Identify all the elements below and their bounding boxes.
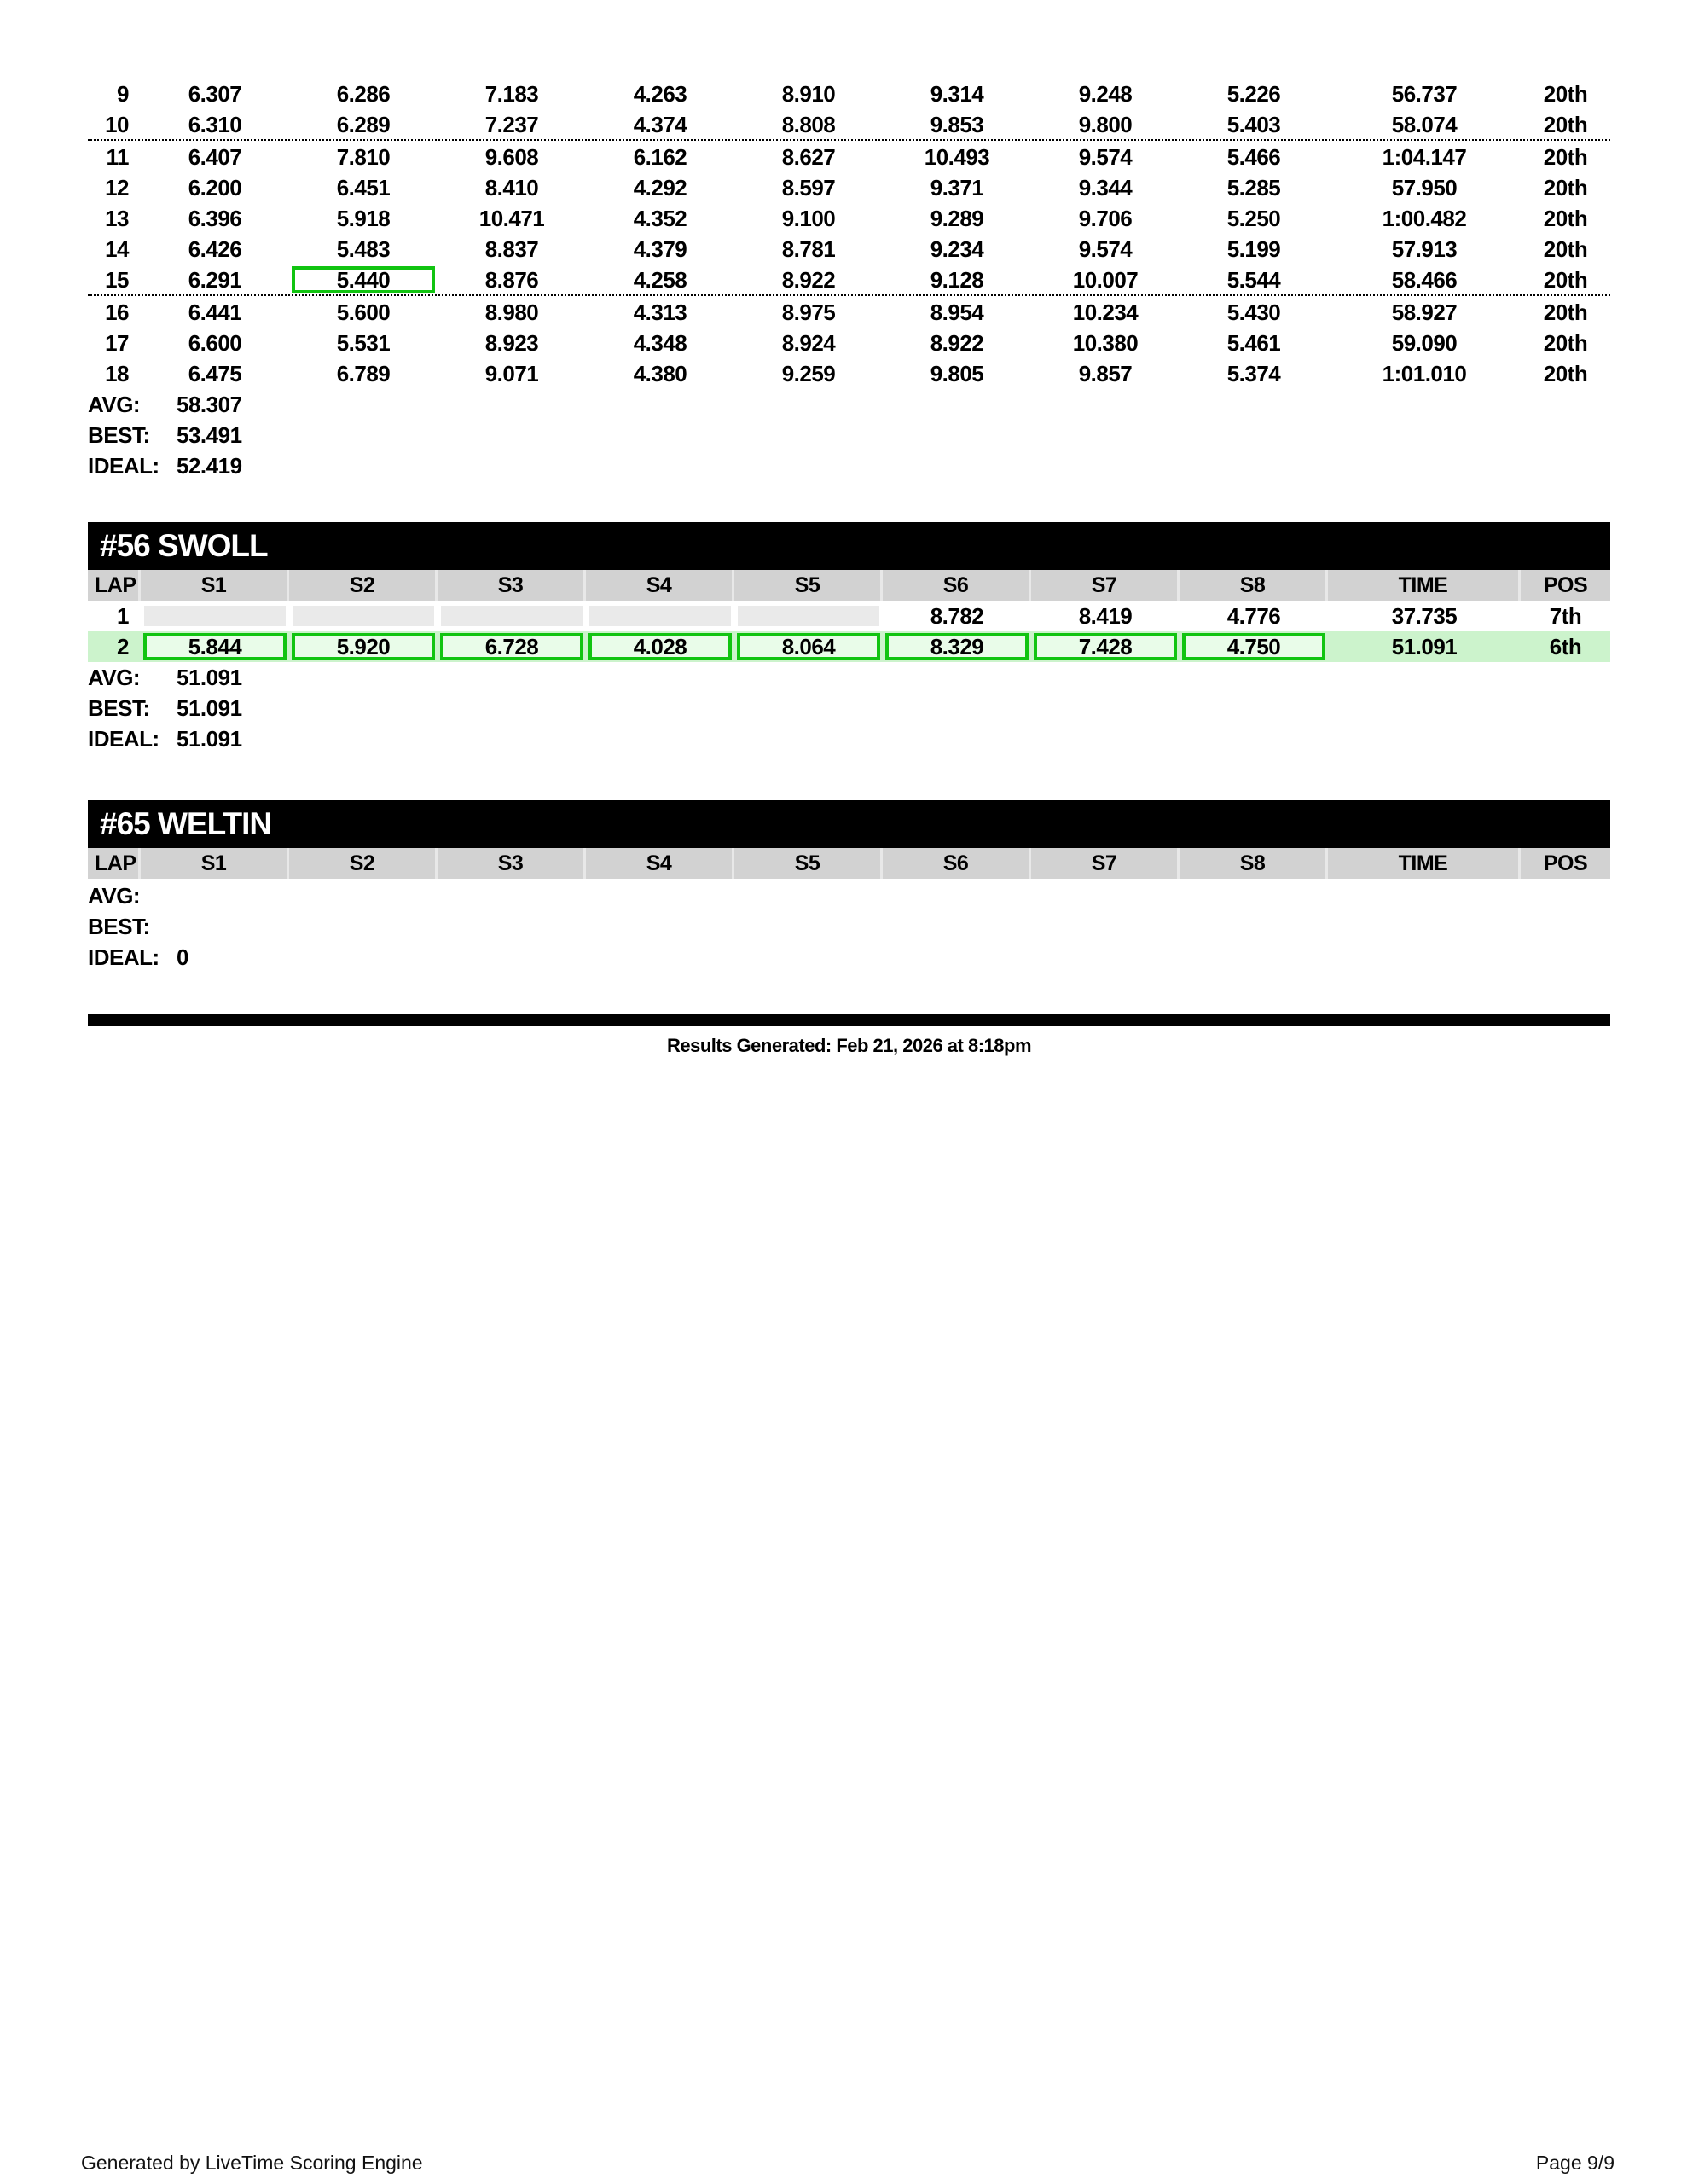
sector-cell-s1: [141, 601, 289, 631]
sector-cell-s2: 7.810: [336, 144, 391, 170]
sector-cell-s1: 6.291: [188, 267, 242, 293]
position-cell: 20th: [1543, 267, 1588, 293]
sector-cell-s2: 5.483: [336, 236, 391, 262]
lap-number-cell: 15: [105, 267, 129, 293]
lap-number-cell: 18: [105, 361, 129, 386]
sector-cell-s8: 5.226: [1226, 81, 1281, 107]
avg-label: AVG:: [88, 391, 141, 417]
sector-cell-s8: 4.750: [1180, 631, 1328, 662]
sector-cell-s3: 8.876: [484, 267, 539, 293]
column-header-s3: S3: [438, 848, 586, 879]
sector-cell-s2: 6.789: [336, 361, 391, 386]
column-header-s6: S6: [883, 570, 1031, 601]
sector-cell-s6: 8.954: [930, 299, 984, 325]
sector-cell-s3: 10.471: [478, 206, 545, 231]
position-cell: 20th: [1543, 175, 1588, 200]
sector-cell-s5: 8.975: [781, 299, 836, 325]
sector-cell-s8: 5.544: [1226, 267, 1281, 293]
sector-cell-s4: [586, 601, 734, 631]
sector-cell-s6: 9.128: [930, 267, 984, 293]
lap-rows: [88, 78, 1610, 389]
best-label: BEST:: [88, 913, 150, 939]
sector-cell-s3: 9.608: [484, 144, 539, 170]
sector-cell-s7: 10.380: [1072, 330, 1139, 356]
section-title-bar: [88, 522, 1610, 570]
lap-row-16: [88, 297, 1610, 328]
sector-cell-s4: 4.263: [633, 81, 687, 107]
sector-cell-s4: 4.380: [633, 361, 687, 386]
sector-cell-s5: 9.259: [781, 361, 836, 386]
section-title: #65 WELTIN: [100, 806, 272, 841]
summary-block: [88, 880, 1610, 973]
sector-cell-s2: 5.920: [289, 631, 438, 662]
sector-cell-s7: 9.344: [1078, 175, 1133, 200]
sector-cell-s7: 9.574: [1078, 236, 1133, 262]
sector-cell-s1: 6.475: [188, 361, 242, 386]
sector-cell-s5: 8.924: [781, 330, 836, 356]
lap-rows: [88, 601, 1610, 662]
column-header-row: [88, 848, 1610, 879]
lap-time-cell: 58.074: [1391, 112, 1458, 137]
footer-generator-credit: Generated by LiveTime Scoring Engine: [81, 2152, 423, 2174]
best-summary-row: [88, 911, 1610, 942]
column-header-s8: S8: [1180, 848, 1328, 879]
sector-cell-s7: 9.857: [1078, 361, 1133, 386]
position-cell: 20th: [1543, 112, 1588, 137]
sector-cell-s5: 8.781: [781, 236, 836, 262]
column-header-s2: S2: [289, 570, 438, 601]
sector-cell-s5: 8.922: [781, 267, 836, 293]
sector-cell-s6: 9.234: [930, 236, 984, 262]
sector-cell-s5: 8.808: [781, 112, 836, 137]
best-label: BEST:: [88, 421, 150, 448]
lap-row-15: [88, 264, 1610, 295]
lap-time-cell: 37.735: [1391, 603, 1458, 629]
column-header-time: TIME: [1328, 848, 1521, 879]
avg-summary-row: [88, 389, 1610, 420]
best-value: 51.091: [177, 694, 242, 721]
sector-cell-s7: 10.007: [1072, 267, 1139, 293]
end-of-results-divider: [88, 1014, 1610, 1026]
sector-cell-s6: 8.922: [930, 330, 984, 356]
avg-summary-row: [88, 662, 1610, 693]
sector-cell-s8: 5.199: [1226, 236, 1281, 262]
sector-cell-s4: 4.352: [633, 206, 687, 231]
sector-cell-s3: 9.071: [484, 361, 539, 386]
ideal-label: IDEAL:: [88, 944, 159, 970]
sector-cell-s7: 7.428: [1031, 631, 1180, 662]
sector-cell-s6: 9.314: [930, 81, 984, 107]
sector-cell-s6: 9.371: [930, 175, 984, 200]
lap-row-1: [88, 601, 1610, 631]
sector-cell-s3: 8.980: [484, 299, 539, 325]
driver-section-swoll: [88, 522, 1610, 754]
lap-number-cell: 9: [117, 81, 129, 107]
column-header-s4: S4: [586, 570, 734, 601]
column-header-lap: LAP: [88, 848, 141, 879]
sector-cell-s3: 8.837: [484, 236, 539, 262]
sector-cell-s7: 8.419: [1078, 603, 1133, 629]
position-cell: 20th: [1543, 299, 1588, 325]
ideal-label: IDEAL:: [88, 725, 159, 752]
sector-cell-s5: 8.597: [781, 175, 836, 200]
sector-cell-s2: 5.918: [336, 206, 391, 231]
position-cell: 20th: [1543, 81, 1588, 107]
lap-row-14: [88, 234, 1610, 264]
sector-cell-s4: 4.258: [633, 267, 687, 293]
lap-row-9: [88, 78, 1610, 109]
sector-cell-s4: 4.374: [633, 112, 687, 137]
lap-number-cell: 10: [105, 112, 129, 137]
lap-number-cell: 12: [105, 175, 129, 200]
sector-cell-s2: 6.289: [336, 112, 391, 137]
column-header-s7: S7: [1031, 570, 1180, 601]
sector-cell-s1: 5.844: [141, 631, 289, 662]
section-title-bar: [88, 800, 1610, 848]
lap-row-13: [88, 203, 1610, 234]
best-summary-row: [88, 420, 1610, 450]
sector-cell-s5: 8.064: [734, 631, 883, 662]
column-header-s4: S4: [586, 848, 734, 879]
sector-cell-s2: 6.451: [336, 175, 391, 200]
sector-cell-s1: 6.426: [188, 236, 242, 262]
sector-cell-s6: 8.782: [930, 603, 984, 629]
sector-cell-s2: 5.440: [289, 264, 438, 295]
sector-cell-s8: 5.461: [1226, 330, 1281, 356]
column-header-time: TIME: [1328, 570, 1521, 601]
column-header-s1: S1: [141, 848, 289, 879]
sector-cell-s4: 4.348: [633, 330, 687, 356]
sector-cell-s4: 4.379: [633, 236, 687, 262]
column-header-s2: S2: [289, 848, 438, 879]
ideal-summary-row: [88, 723, 1610, 754]
lap-time-cell: 51.091: [1391, 634, 1458, 659]
ideal-label: IDEAL:: [88, 452, 159, 479]
lap-time-cell: 59.090: [1391, 330, 1458, 356]
column-header-s1: S1: [141, 570, 289, 601]
lap-time-cell: 56.737: [1391, 81, 1458, 107]
ideal-value: 52.419: [177, 452, 242, 479]
lap-time-cell: 57.950: [1391, 175, 1458, 200]
sector-cell-s4: 4.313: [633, 299, 687, 325]
column-header-s8: S8: [1180, 570, 1328, 601]
position-cell: 7th: [1549, 603, 1582, 629]
sector-cell-s6: 10.493: [924, 144, 990, 170]
avg-label: AVG:: [88, 882, 141, 909]
position-cell: 20th: [1543, 206, 1588, 231]
column-header-pos: POS: [1543, 573, 1588, 597]
avg-label: AVG:: [88, 664, 141, 690]
lap-row-12: [88, 172, 1610, 203]
ideal-summary-row: [88, 942, 1610, 973]
column-header-s3: S3: [438, 570, 586, 601]
sector-cell-s6: 8.329: [883, 631, 1031, 662]
avg-value: 51.091: [177, 664, 242, 690]
sector-cell-s8: 5.250: [1226, 206, 1281, 231]
sector-cell-s3: 7.183: [484, 81, 539, 107]
lap-number-cell: 14: [105, 236, 129, 262]
sector-cell-s8: 5.285: [1226, 175, 1281, 200]
sector-cell-s1: 6.441: [188, 299, 242, 325]
sector-cell-s6: 9.805: [930, 361, 984, 386]
results-generated-line: Results Generated: Feb 21, 2026 at 8:18pm: [666, 1035, 1032, 1056]
sector-cell-s3: 7.237: [484, 112, 539, 137]
best-summary-row: [88, 693, 1610, 723]
sector-cell-s1: 6.310: [188, 112, 242, 137]
sector-cell-s4: 4.028: [586, 631, 734, 662]
best-value: 53.491: [177, 421, 242, 448]
summary-block: [88, 662, 1610, 754]
sector-cell-s1: 6.307: [188, 81, 242, 107]
sector-cell-s5: 9.100: [781, 206, 836, 231]
position-cell: 20th: [1543, 236, 1588, 262]
position-cell: 6th: [1549, 634, 1582, 659]
sector-cell-s8: 5.430: [1226, 299, 1281, 325]
lap-time-cell: 58.466: [1391, 267, 1458, 293]
sector-cell-s5: [734, 601, 883, 631]
ideal-summary-row: [88, 450, 1610, 481]
column-header-s7: S7: [1031, 848, 1180, 879]
sector-cell-s3: 6.728: [438, 631, 586, 662]
lap-number-cell: 17: [105, 330, 129, 356]
lap-time-cell: 1:00.482: [1382, 206, 1467, 231]
lap-row-17: [88, 328, 1610, 358]
lap-number-cell: 16: [105, 299, 129, 325]
sector-cell-s7: 9.248: [1078, 81, 1133, 107]
sector-cell-s2: 5.600: [336, 299, 391, 325]
sector-cell-s1: 6.600: [188, 330, 242, 356]
sector-cell-s7: 9.706: [1078, 206, 1133, 231]
lap-time-cell: 1:01.010: [1382, 361, 1467, 386]
sector-cell-s8: 5.374: [1226, 361, 1281, 386]
sector-cell-s7: 9.800: [1078, 112, 1133, 137]
best-label: BEST:: [88, 694, 150, 721]
sector-cell-s8: 5.466: [1226, 144, 1281, 170]
sector-cell-s8: 5.403: [1226, 112, 1281, 137]
sector-cell-s3: 8.410: [484, 175, 539, 200]
lap-time-cell: 57.913: [1391, 236, 1458, 262]
lap-number-cell: 2: [117, 634, 129, 659]
lap-number-cell: 1: [117, 603, 129, 629]
sector-cell-s2: 5.531: [336, 330, 391, 356]
sector-cell-s3: [438, 601, 586, 631]
column-header-pos: POS: [1543, 851, 1588, 875]
lap-row-11: [88, 142, 1610, 172]
column-header-row: [88, 570, 1610, 601]
sector-cell-s1: 6.407: [188, 144, 242, 170]
lap-table-continued: [88, 78, 1610, 481]
column-header-s5: S5: [734, 848, 883, 879]
section-title: #56 SWOLL: [100, 528, 268, 563]
sector-cell-s3: 8.923: [484, 330, 539, 356]
lap-row-2: [88, 631, 1610, 662]
sector-cell-s7: 9.574: [1078, 144, 1133, 170]
sector-cell-s1: 6.200: [188, 175, 242, 200]
position-cell: 20th: [1543, 144, 1588, 170]
position-cell: 20th: [1543, 361, 1588, 386]
lap-number-cell: 11: [106, 144, 129, 170]
avg-summary-row: [88, 880, 1610, 911]
column-header-lap: LAP: [88, 570, 141, 601]
column-header-s6: S6: [883, 848, 1031, 879]
avg-value: 58.307: [177, 391, 242, 417]
lap-row-10: [88, 109, 1610, 140]
footer-page-number: Page 9/9: [1535, 2152, 1615, 2174]
lap-row-18: [88, 358, 1610, 389]
position-cell: 20th: [1543, 330, 1588, 356]
lap-time-cell: 1:04.147: [1382, 144, 1467, 170]
driver-section-weltin: [88, 800, 1610, 973]
lap-time-cell: 58.927: [1391, 299, 1458, 325]
sector-cell-s5: 8.910: [781, 81, 836, 107]
sector-cell-s7: 10.234: [1072, 299, 1139, 325]
ideal-value: 51.091: [177, 725, 242, 752]
summary-block: [88, 389, 1610, 481]
sector-cell-s6: 9.289: [930, 206, 984, 231]
sector-cell-s4: 6.162: [633, 144, 687, 170]
ideal-value: 0: [177, 944, 188, 970]
sector-cell-s2: 6.286: [336, 81, 391, 107]
sector-cell-s8: 4.776: [1226, 603, 1281, 629]
sector-cell-s2: [289, 601, 438, 631]
column-header-s5: S5: [734, 570, 883, 601]
sector-cell-s6: 9.853: [930, 112, 984, 137]
sector-cell-s4: 4.292: [633, 175, 687, 200]
sector-cell-s5: 8.627: [781, 144, 836, 170]
lap-number-cell: 13: [105, 206, 129, 231]
sector-cell-s1: 6.396: [188, 206, 242, 231]
